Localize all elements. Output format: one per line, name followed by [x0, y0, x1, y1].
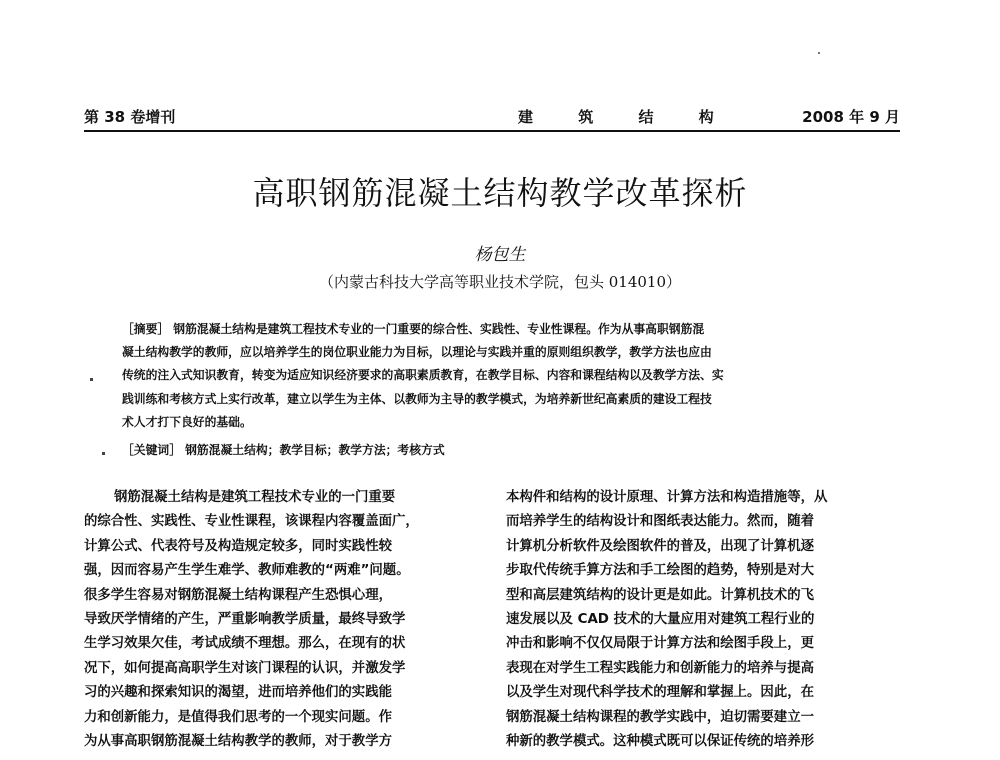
- body-line: 生学习效果欠佳，考试成绩不理想。那么，在现有的状: [84, 636, 406, 652]
- body-line: 很多学生容易对钢筋混凝土结构课程产生恐惧心理，: [84, 587, 392, 603]
- issue-date: 2008 年 9 月: [802, 108, 900, 126]
- body-line: 速发展以及 CAD 技术的大量应用对建筑工程行业的: [506, 612, 815, 628]
- body-line: 导致厌学情绪的产生，严重影响教学质量，最终导致学: [84, 612, 406, 628]
- body-line: 力和创新能力，是值得我们思考的一个现实问题。作: [84, 709, 392, 725]
- body-line: 以及学生对现代科学技术的理解和掌握上。因此，在: [506, 685, 814, 701]
- body-line: 习的兴趣和探索知识的渴望，进而培养他们的实践能: [84, 685, 392, 701]
- running-header: [84, 104, 900, 130]
- body-column-left: [84, 486, 484, 754]
- body-line: 型和高层建筑结构的设计更是如此。计算机技术的飞: [506, 587, 814, 603]
- header-rule: [84, 130, 900, 132]
- body-line: 的综合性、实践性、专业性课程，该课程内容覆盖面广，: [84, 514, 419, 530]
- body-line: 计算公式、代表符号及构造规定较多，同时实践性较: [84, 538, 392, 554]
- body-line: 表现在对学生工程实践能力和创新能力的培养与提高: [506, 660, 814, 676]
- journal-name: 建 筑 结 构: [518, 108, 734, 126]
- scan-speck: [90, 378, 93, 381]
- body-line: 钢筋混凝土结构是建筑工程技术专业的一门重要: [114, 490, 396, 505]
- keywords: ［关键词］ 钢筋混凝土结构；教学目标；教学方法；考核方式: [122, 443, 445, 457]
- abstract: [122, 318, 872, 434]
- abstract-line: 凝土结构教学的教师，应以培养学生的岗位职业能力为目标，以理论与实践并重的原则组织教学，教学方法也应由: [122, 345, 712, 360]
- abstract-line: 术人才打下良好的基础。: [122, 414, 252, 429]
- body-line: 本构件和结构的设计原理、计算方法和构造措施等，从: [506, 490, 828, 505]
- abstract-line: 传统的注入式知识教育，转变为适应知识经济要求的高职素质教育，在教学目标、内容和课程结构以及教学方法、实: [122, 368, 724, 383]
- abstract-line: 践训练和考核方式上实行改革，建立以学生为主体、以教师为主导的教学模式，为培养新世纪高素质的建设工程技: [122, 391, 712, 406]
- body-column-right: [506, 486, 906, 754]
- author-affiliation: （内蒙古科技大学高等职业技术学院，包头 014010）: [318, 273, 682, 291]
- abstract-line: ［摘要］ 钢筋混凝土结构是建筑工程技术专业的一门重要的综合性、实践性、专业性课程。作为从事高职钢筋混: [122, 322, 705, 336]
- body-line: 种新的教学模式。这种模式既可以保证传统的培养形: [506, 734, 814, 750]
- author-name: 杨包生: [474, 245, 526, 265]
- body-line: 步取代传统手算方法和手工绘图的趋势，特别是对大: [506, 563, 814, 579]
- paper-title: 高职钢筋混凝土结构教学改革探析: [252, 174, 748, 212]
- scan-speck: [818, 52, 820, 54]
- body-line: 钢筋混凝土结构课程的教学实践中，迫切需要建立一: [506, 709, 814, 725]
- body-line: 而培养学生的结构设计和图纸表达能力。然而，随着: [506, 514, 814, 530]
- scan-speck: [102, 452, 105, 455]
- issue-label: 第 38 卷增刊: [84, 108, 176, 126]
- body-line: 为从事高职钢筋混凝土结构教学的教师，对于教学方: [84, 734, 392, 750]
- body-line: 强，因而容易产生学生难学、教师难教的“两难”问题。: [84, 563, 410, 579]
- body-line: 计算机分析软件及绘图软件的普及，出现了计算机逐: [506, 538, 814, 554]
- body-line: 冲击和影响不仅仅局限于计算方法和绘图手段上，更: [506, 636, 814, 652]
- body-line: 况下，如何提高高职学生对该门课程的认识，并激发学: [84, 660, 406, 676]
